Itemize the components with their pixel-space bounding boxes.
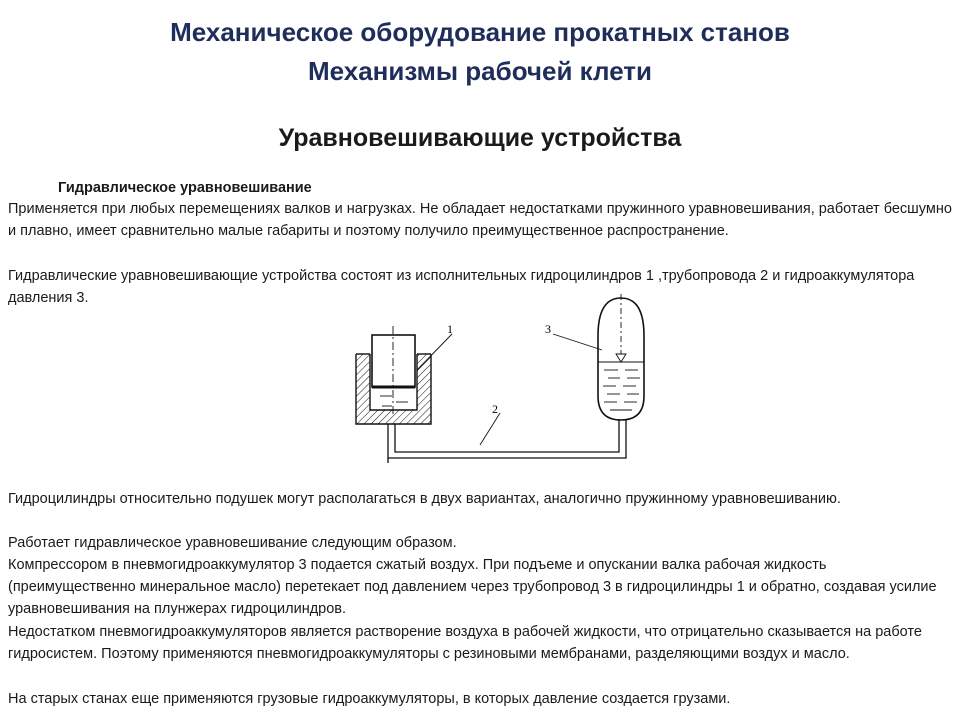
paragraph-arrangement: Гидроцилиндры относительно подушек могут располагаться в двух вариантах, аналогично пружинному уравновешиванию. xyxy=(8,491,841,507)
hydraulic-balancing-diagram xyxy=(340,292,650,468)
label-accumulator: 3 xyxy=(545,322,551,336)
section-title: Уравновешивающие устройства xyxy=(278,124,682,152)
paragraph-intro: Применяется при любых перемещениях валков и нагрузках. Не обладает недостатками пружинного уравновешивания, работает бесшумно и плавно, имеет сравнительно малые габариты и поэтому получило преимущественное распространение. xyxy=(8,201,952,239)
page-subtitle: Механизмы рабочей клети xyxy=(307,56,653,86)
page-title: Механическое оборудование прокатных станов xyxy=(170,17,790,47)
paragraph-components: Гидравлические уравновешивающие устройства состоят из исполнительных гидроцилиндров 1 ,трубопровода 2 и гидроаккумулятора давления 3. xyxy=(8,268,915,306)
pipeline-2 xyxy=(388,419,626,463)
paragraph-old-mills: На старых станах еще применяются грузовые гидроаккумуляторы, в которых давление создается грузами. xyxy=(8,691,731,707)
accumulator-3 xyxy=(598,294,644,420)
cylinder-1 xyxy=(356,326,431,424)
leader-lines xyxy=(417,334,602,445)
label-cylinder: 1 xyxy=(447,322,453,336)
section-heading: Гидравлическое уравновешивание xyxy=(58,180,312,196)
paragraph-operation-intro: Работает гидравлическое уравновешивание следующим образом. xyxy=(8,535,457,551)
label-pipeline: 2 xyxy=(492,402,498,416)
paragraph-drawback: Недостатком пневмогидроаккумуляторов является растворение воздуха в рабочей жидкости, что отрицательно сказывается на работе гидросистем. Поэтому применяются пневмогидроаккумуляторы с резиновыми мембранами, разделяющими воздух и масло. xyxy=(8,624,922,662)
paragraph-operation: Компрессором в пневмогидроаккумулятор 3 подается сжатый воздух. При подъеме и опускании валка рабочая жидкость (преимущественно минеральное масло) перетекает под давлением через трубопровод 3 в гидроцилиндры 1 и обратно, создавая усилие уравновешивания на плунжерах гидроцилиндров. xyxy=(8,557,937,617)
